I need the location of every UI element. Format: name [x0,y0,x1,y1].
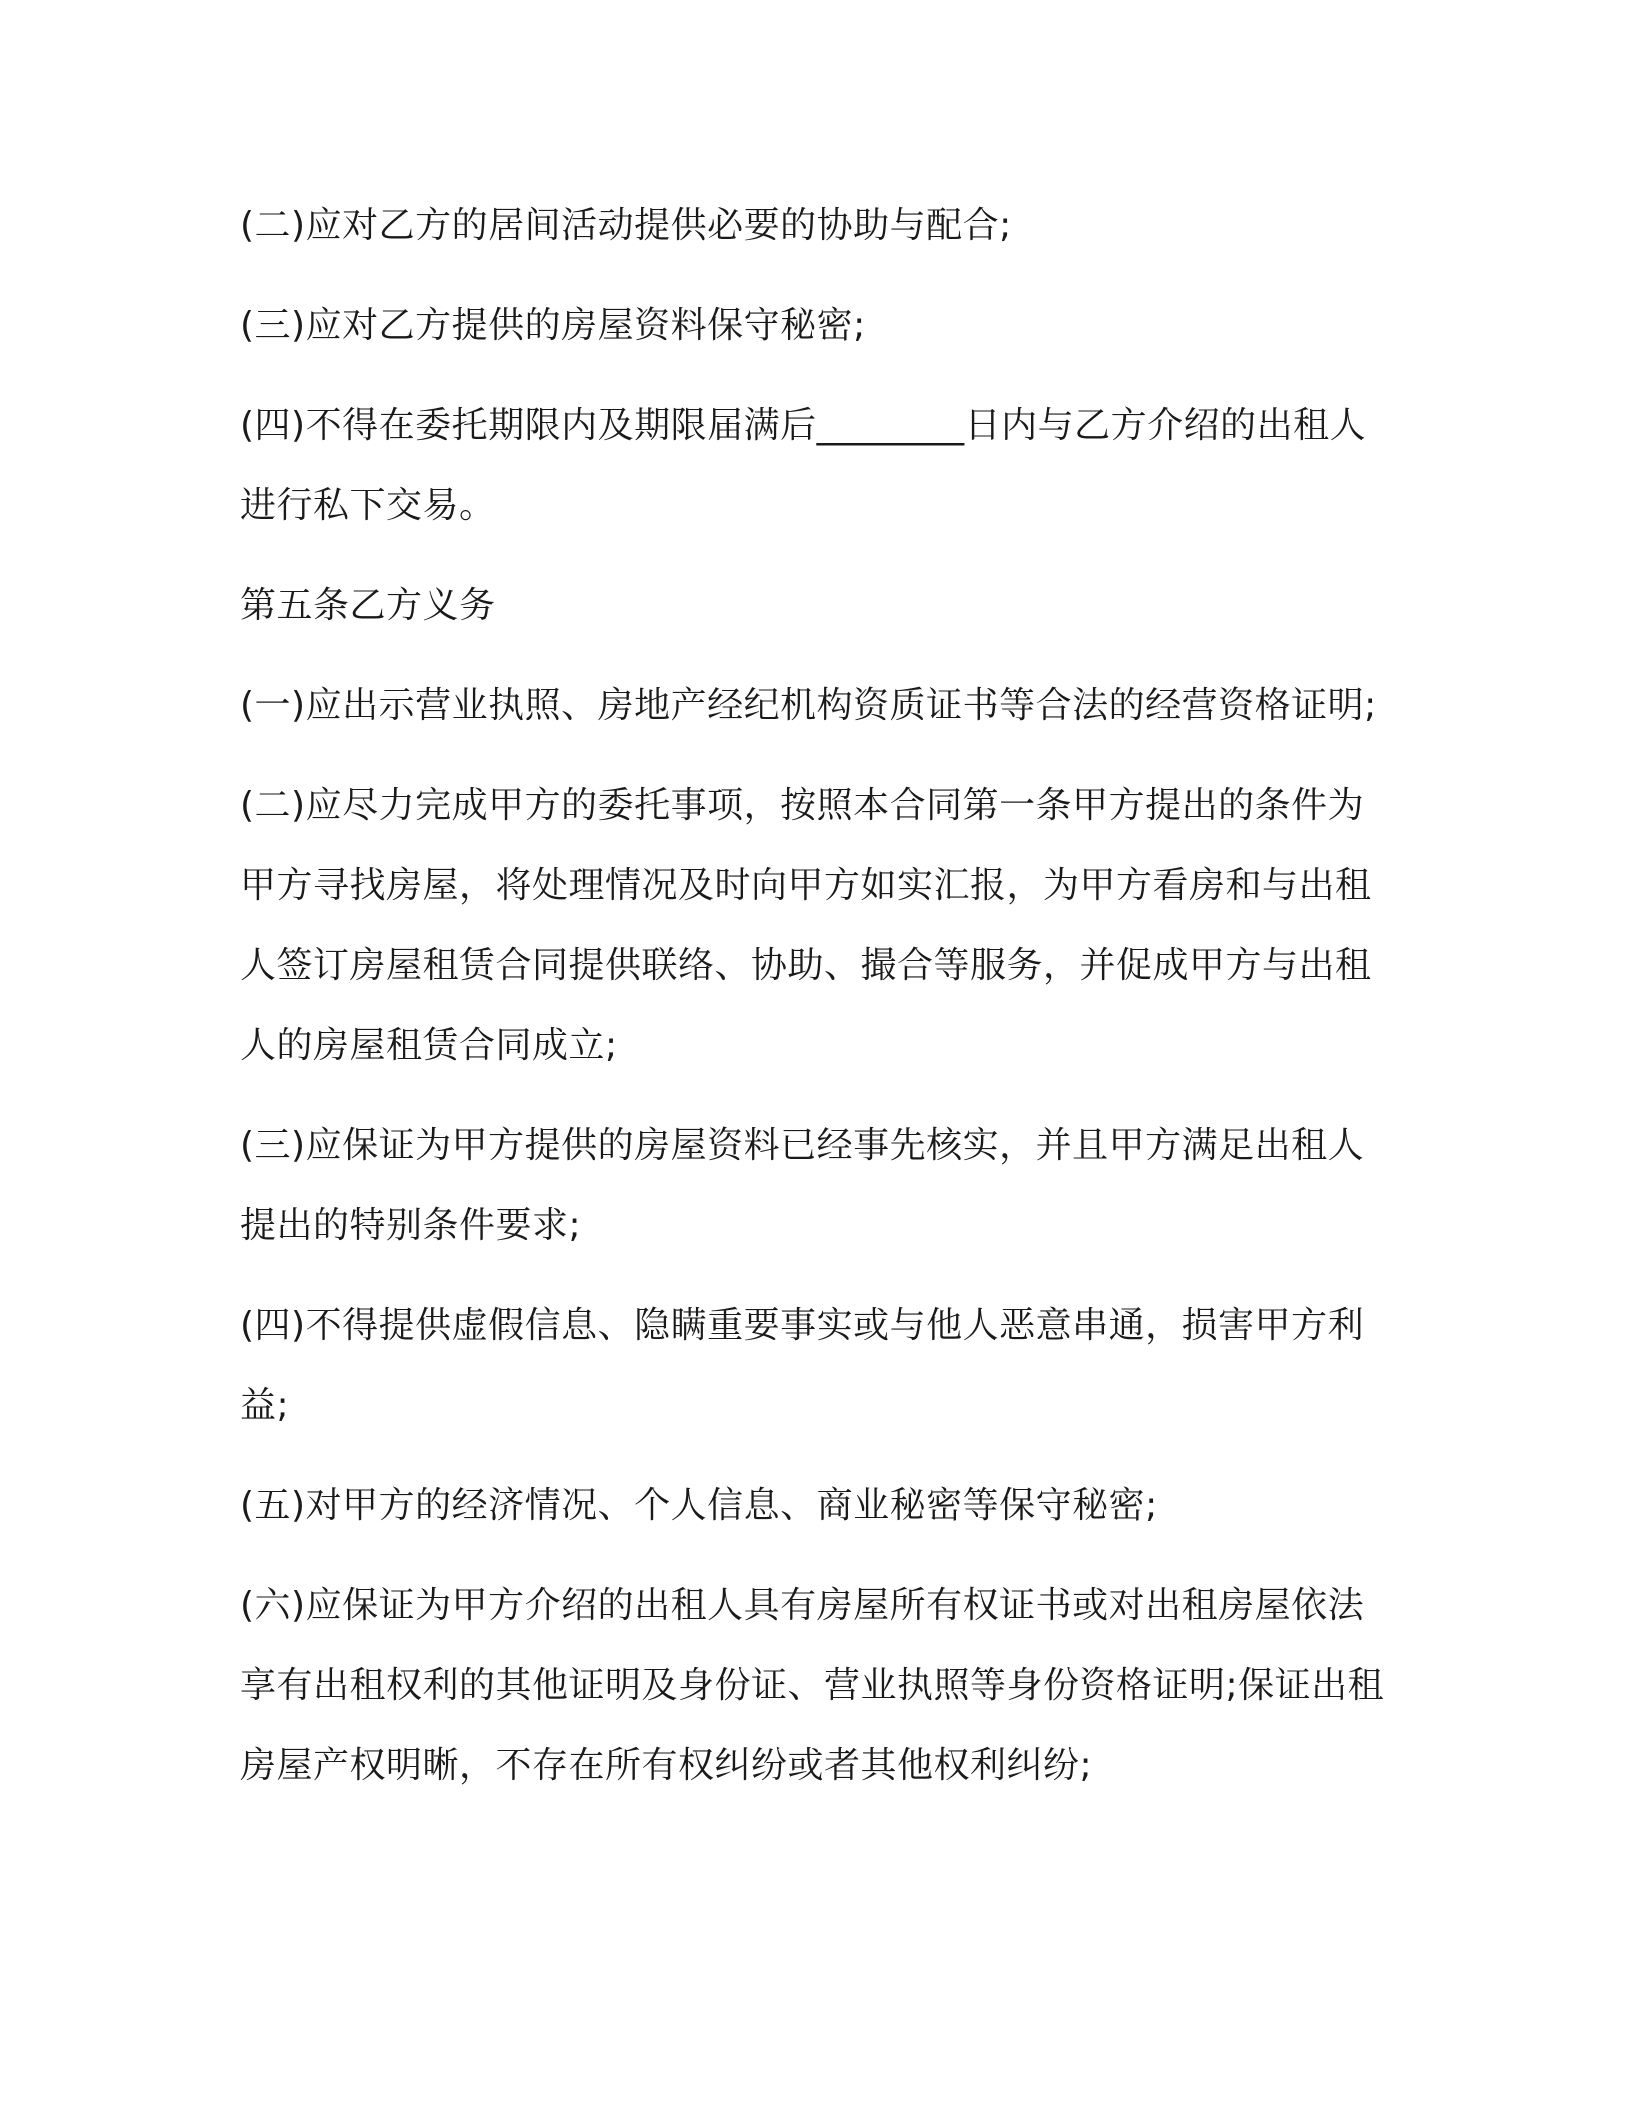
paragraph-party-a-duty-3: (三)应对乙方提供的房屋资料保守秘密; [240,305,866,346]
paragraph-party-a-duty-2: (二)应对乙方的居间活动提供必要的协助与配合; [240,205,1012,246]
paragraph-party-b-duty-2: (二)应尽力完成甲方的委托事项，按照本合同第一条甲方提出的条件为甲方寻找房屋，将处理情况及时向甲方如实汇报，为甲方看房和与出租人签订房屋租赁合同提供联络、协助、撮合等服务，并促成甲方与出租人的房屋租赁合同成立; [240,785,1372,1066]
document-body [240,186,1400,1826]
paragraph-party-b-duty-1: (一)应出示营业执照、房地产经纪机构资质证书等合法的经营资格证明; [240,685,1377,726]
paragraph-party-b-duty-5: (五)对甲方的经济情况、个人信息、商业秘密等保守秘密; [240,1485,1158,1526]
paragraph-party-b-duty-4: (四)不得提供虚假信息、隐瞒重要事实或与他人恶意串通，损害甲方利益; [240,1305,1365,1426]
paragraph-party-a-duty-4: (四)不得在委托期限内及期限届满后________日内与乙方介绍的出租人进行私下交易。 [240,405,1367,526]
paragraph-party-b-duty-3: (三)应保证为甲方提供的房屋资料已经事先核实，并且甲方满足出租人提出的特别条件要求; [240,1125,1365,1246]
paragraph-party-b-duty-6: (六)应保证为甲方介绍的出租人具有房屋所有权证书或对出租房屋依法享有出租权利的其他证明及身份证、营业执照等身份资格证明;保证出租房屋产权明晰，不存在所有权纠纷或者其他权利纠纷; [240,1585,1385,1786]
section-heading-article-5: 第五条乙方义务 [240,585,496,626]
